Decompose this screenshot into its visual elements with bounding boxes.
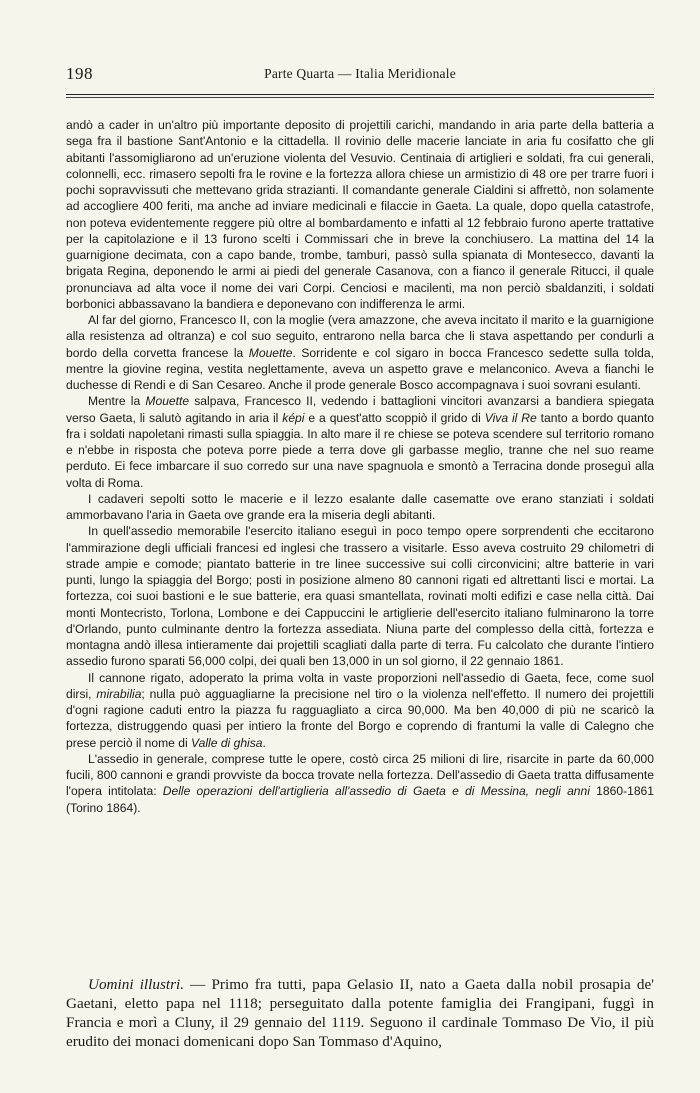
text-segment: ; nulla può agguagliarne la precisione nel tiro o la violenza nell'effetto. Il numero dei projettili d'ogni ragione caduti entro la piazza fu ragguagliato a circa 90,000. Ma ben 40,000 di più ne scaricò la fortezza, distruggendo quasi per intiero la fronte del Borgo e coprendo di frantumi la valle di Calegno che prese perciò il nome di (66, 686, 654, 750)
running-title: Parte Quarta — Italia Meridionale (264, 66, 456, 81)
text-segment: L'assedio in generale, comprese tutte le opere, costò circa 25 milioni di lire, risarcite in parte da 60,000 fucili, 800 cannoni e grandi provviste da bocca trovate nella fortezza. Dell'assedio di Gaeta tratta diffusamente l'opera intitolata: (66, 751, 654, 799)
text-segment: 1860-1861 (Torino 1864). (66, 784, 654, 815)
text-segment: salpava, Francesco II, vedendo i battaglioni vincitori avanzarsi a bandiera spiegata verso Gaeta, li salutò agitando in aria il (66, 394, 654, 425)
paragraph (66, 393, 654, 491)
paragraph (66, 312, 654, 393)
italic-text: képi (282, 410, 305, 425)
italic-text: mirabilia (96, 686, 142, 701)
text-segment: — Primo fra tutti, papa Gelasio II, nato a Gaeta dalla nobil prosapia de' Gaetani, eletto papa nel 1118; perseguitato dalla potente famiglia dei Frangipani, fuggì in Francia e morì a Cluny, il 29 gennaio del 1119. Seguono il cardinale Tommaso De Vio, il più erudito dei monaci domenicani dopo San Tommaso d'Aquino, (66, 976, 654, 1050)
header-rule (66, 94, 654, 98)
paragraph (66, 751, 654, 816)
page-header (66, 64, 654, 88)
paragraph (66, 975, 654, 1051)
italic-text: Mouette (145, 394, 190, 409)
text-segment: Il cannone rigato, adoperato la prima volta in vaste proporzioni nell'assedio di Gaeta, fece, come suol dirsi, (66, 670, 654, 701)
main-text-small (66, 117, 654, 816)
text-segment: Al far del giorno, Francesco II, con la moglie (vera amazzone, che aveva incitato il marito e la guarnigione alla resistenza ad oltranza) e col suo seguito, entrarono nella barca che li stava aspettando per condurli a bordo della corvetta francese la (66, 313, 654, 360)
italic-text: Delle operazioni dell'artiglieria all'assedio di Gaeta e di Messina, negli anni (162, 784, 590, 799)
paragraph: andò a cader in un'altro più importante deposito di projettili carichi, mandando in aria parte della batteria a sega fra il bastione Sant'Antonio e la cittadella. Il rovinio delle macerie lanciate in aria fu cosifatto che gli abitanti l'assomigliarono ad un'eruzione violenta del Vesuvio. Centinaia di artiglieri e soldati, fra cui generali, colonnelli, ecc. rimasero sepolti fra le rovine e la fortezza allora chiese un armistizio di 48 ore per trarre fuori i pochi sopravvissuti che mettevano grida strazianti. Il comandante generale Cialdini si affrettò, non solamente ad accogliere 400 feriti, ma anche ad inviare medicinali e filaccie in Gaeta. La quale, dopo quella catastrofe, non poteva evidentemente reggere più oltre al bombardamento e infatti al 12 febbraio furono aperte trattative per la capitolazione e il 13 furono scelti i Commissari che in breve la conchiusero. La mattina del 14 la guarnigione decimata, con a capo bande, trombe, tamburi, passò sulla spianata di Montesecco, davanti la brigata Regina, deponendo le armi ai piedi del generale Casanova, con a fianco il generale Ritucci, il quale pronunciava ad alta voce il nome dei vari Corpi. Cenciosi e macilenti, ma non perciò sbaldanziti, i soldati borbonici abbassavano la bandiera e deponevano con indifferenza le armi. (66, 118, 654, 311)
italic-text: Mouette (248, 345, 293, 360)
text-segment: tanto a bordo quanto fra i soldati napoletani rimasti sulla spiaggia. In alto mare il re chiese se poteva scendere sul territorio romano e n'ebbe in risposta che poteva porre piede a terra dove gli garbasse meglio, tranne che nel suo reame perduto. Ei fece imbarcare il suo corredo sur una nave spagnuola e smontò a Terracina donde proseguì alla volta di Roma. (66, 410, 654, 490)
main-text-large (66, 975, 654, 1051)
paragraph: In quell'assedio memorabile l'esercito italiano eseguì in poco tempo opere sorprendenti che eccitarono l'ammirazione degli ufficiali francesi ed inglesi che trassero a visitarle. Esso aveva costruito 29 chilometri di strade ampie e comode; piantato batterie in tre linee successive sui colli circonvicini; altre batterie in vari punti, lungo la spiaggia del Borgo; posti in posizione almeno 80 cannoni rigati ed altrettanti lisci e mortai. La fortezza, coi suoi bastioni e le sue batterie, era quasi smantellata, rovinati molti edifizi e case nella città. Dai monti Montecristo, Torlona, Lombone e dei Cappuccini le artiglierie dell'esercito italiano fulminarono la torre d'Orlando, punto culminante dentro la fortezza assediata. Niuna parte del complesso della città, fortezza e montagna andò illesa intieramente dai projettili scagliati dalla parte di terra. Fu calcolato che durante l'intiero assedio furono sparati 56,000 colpi, dei quali ben 13,000 in un sol giorno, il 22 gennaio 1861. (66, 524, 654, 669)
italic-text: Valle di ghisa (191, 735, 263, 750)
page-number: 198 (66, 64, 93, 83)
italic-text: Uomini illustri. (88, 976, 185, 993)
italic-text: Viva il Re (484, 410, 537, 425)
text-segment: . Sorridente e col sigaro in bocca Francesco sedette sulla tolda, mentre la giovine regina, vestita neglettamente, aveva un aspetto grave e melanconico. Aveva a fianchi le duchesse di Rendi e di San Cesareo. Anche il prode generale Bosco accompagnava i suoi sovrani esulanti. (66, 345, 654, 392)
text-segment: Mentre la (88, 394, 146, 409)
text-segment: . (262, 735, 266, 750)
paragraph (66, 670, 654, 751)
paragraph: I cadaveri sepolti sotto le macerie e il lezzo esalante dalle casematte ove erano stanziati i soldati ammorbavano l'aria in Gaeta ove grande era la miseria degli abitanti. (66, 491, 654, 522)
text-segment: e a quest'atto scoppiò il grido di (304, 410, 485, 425)
